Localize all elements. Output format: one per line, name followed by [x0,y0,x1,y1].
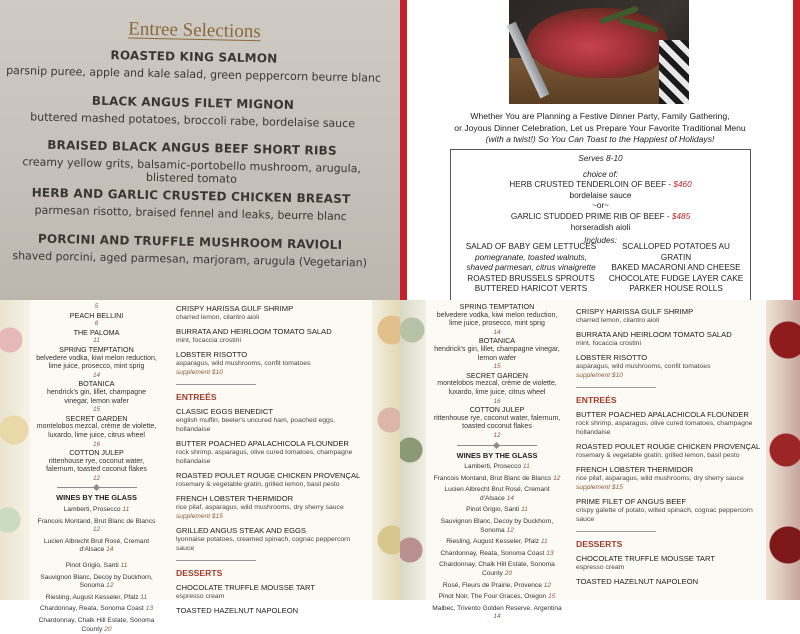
wine-item: Pinot Grigio, Santi 11 [65,562,128,570]
divider [57,487,137,488]
intro-text: Whether You are Planning a Festive Dinner Party, Family Gathering, or Joyous Dinner Celebration, Let us Prepare Your Favorite Traditional Menu (with a twist!) So You Can Toast to the Happiest of Holidays! [454,111,746,144]
menu-item-name: GRILLED ANGUS STEAK AND EGGS [176,526,306,535]
menu-item-name: BUTTER POACHED APALACHICOLA FLOUNDER [576,410,749,419]
cocktail-column: 5 PEACH BELLINI 6 THE PALOMA 11 SPRING TEMPTATION belvedere vodka, kiwi melon reduction, lime juice, prosecco, mint sprig 14 BOTANICA hendrick's gin, lillet, champagne vinegar, lemon wafer 15 SECRET GARDEN montelobos mezcal, crème de violette, luxardo, lime juice, citrus wheel 16 COTTON JULEP rittenhouse rye, coconut water, falernum, toasted coconut flakes 12 WINES BY THE GLASS Lamberti, Prosecco 11 Francois Montand, Brut Blanc de Blancs 12 Lucien Albrecht Brut Rosé, Cremant d'Alsace 14 Pinot Grigio, Santi 11 Sauvignon Blanc, Decoy by Duckhorn, Sonoma 12 Riesling, August Kesseler, Pfalz 11 Chardonnay, Reata, Sonoma Coast 13 Chardonnay, Chalk Hill Estate, Sonoma County 20 [34,300,159,634]
menu-item-name: ROASTED POULET ROUGE CHICKEN PROVENÇAL [576,442,761,451]
floral-border-left [400,300,426,600]
entree-desc: buttered mashed potatoes, broccoli rabe, bordelaise sauce [30,110,356,131]
menu-item-name: BURRATA AND HEIRLOOM TOMATO SALAD [576,330,732,339]
serves-text: Serves 8-10 [578,154,623,163]
entree-name: HERB AND GARLIC CRUSTED CHICKEN BREAST [31,185,351,207]
menu-item-name: ROASTED POULET ROUGE CHICKEN PROVENÇAL [176,471,361,480]
red-border-left [400,0,407,300]
entree-item [0,185,383,224]
floral-border-left [0,300,30,600]
includes-right-column: SCALLOPED POTATOES AU GRATIN BAKED MACARONI AND CHEESE CHOCOLATE FUDGE LAYER CAKE PARKER HOUSE ROLLS [608,242,744,294]
wines-header: WINES BY THE GLASS [456,450,538,460]
divider [576,531,656,532]
prime-rib-photo [509,0,689,104]
entree-title: Entree Selections [128,18,261,43]
wine-item: Chardonnay, Reata, Sonoma Coast 13 [440,549,554,557]
entrees-header: ENTREÉS [176,392,217,402]
entree-item [1,46,386,85]
entree-name: ROASTED KING SALMON [110,48,278,66]
wines-header: WINES BY THE GLASS [56,493,137,503]
wine-item: Lucien Albrecht Brut Rosé, Cremant d'Alsace 14 [43,537,150,554]
drink-name: THE PALOMA [73,327,120,337]
menu-item-name: TOASTED HAZELNUT NAPOLEON [176,606,299,615]
wine-item: Lamberti, Prosecco 11 [63,506,130,514]
drink-name: SECRET GARDEN [65,413,128,423]
wine-item: Lucien Albrecht Brut Rosé, Cremant d'Alsace 14 [444,486,550,502]
drink-name: BOTANICA [478,336,516,346]
entree-name: BRAISED BLACK ANGUS BEEF SHORT RIBS [47,137,337,158]
entree-desc: shaved porcini, aged parmesan, marjoram, arugula (Vegetarian) [12,249,368,270]
option-tenderloin: HERB CRUSTED TENDERLOIN OF BEEF - $460 [509,180,692,190]
menu-item-name: CRISPY HARISSA GULF SHRIMP [176,304,294,313]
entree-name: BLACK ANGUS FILET MIGNON [91,93,295,112]
wine-item: Riesling, August Kesseler, Pfalz 11 [45,593,148,601]
wine-item: Sauvignon Blanc, Decoy by Duckhorn, Sonoma 12 [440,518,554,534]
divider [176,384,256,385]
drink-name: SPRING TEMPTATION [459,302,535,311]
divider [176,560,256,561]
drink-name: COTTON JULEP [469,405,525,415]
wine-item: Chardonnay, Chalk Hill Estate, Sonoma County 20 [38,617,155,633]
option-prime-rib: GARLIC STUDDED PRIME RIB OF BEEF - $485 [510,211,691,221]
entree-item [0,137,384,189]
entree-desc: creamy yellow grits, balsamic-portobello mushroom, arugula, blistered tomato [22,155,362,186]
menu-item-name: FRENCH LOBSTER THERMIDOR [176,494,294,503]
menu-package-box: Serves 8-10 choice of: HERB CRUSTED TENDERLOIN OF BEEF - $460 bordelaise sauce ~or~ GARLIC STUDDED PRIME RIB OF BEEF - $485 horseradish aioli Includes: SALAD OF BABY GEM LETTUCES pomegranate, toasted walnuts, shaved parmesan, citrus vinaigrette ROASTED BRUSSELS SPROUTS BUTTERED HARICOT VERTS SCALLOPED POTATOES AU GRATIN BAKED MACARONI AND CHEESE CHOCOLATE FUDGE LAYER CAKE PARKER HOUSE ROLLS [450,149,751,309]
red-border-right [793,0,800,300]
wine-item: Francois Montand, Brut Blanc de Blancs 12 [37,517,156,534]
drink-name: SPRING TEMPTATION [59,344,134,354]
drink-name: BOTANICA [78,379,115,389]
cocktail-column: SPRING TEMPTATION belvedere vodka, kiwi melon reduction, lime juice, prosecco, mint sprig 14 BOTANICA hendrick's gin, lillet, champagne vinegar, lemon wafer 15 SECRET GARDEN montelobos mezcal, crème de violette, luxardo, lime juice, citrus wheel 16 COTTON JULEP rittenhouse rye, coconut water, falernum, toasted coconut flakes 12 WINES BY THE GLASS Lamberti, Prosecco 11 Francois Montand, Brut Blanc de Blancs 12 Lucien Albrecht Brut Rosé, Cremant d'Alsace 14 Pinot Grigio, Santi 11 Sauvignon Blanc, Decoy by Duckhorn, Sonoma 12 Riesling, August Kesseler, Pfalz 11 Chardonnay, Reata, Sonoma Coast 13 Chardonnay, Chalk Hill Estate, Sonoma County 20 Rosé, Fleurs de Prairie, Provence 12 Pinot Noir, The Four Graces, Oregon 15 Malbec, Trivento Golden Reserve, Argentina 14 [432,302,562,621]
drink-name: PEACH BELLINI [69,310,124,320]
floral-border-right [766,300,800,600]
holiday-dinner-flyer [400,0,800,300]
entree-selections-card [0,0,400,300]
wine-item: Pinot Grigio, Santi 11 [466,506,528,514]
wine-item: Rosé, Fleurs de Prairie, Provence 12 [442,581,552,589]
entree-name: PORCINI AND TRUFFLE MUSHROOM RAVIOLI [37,231,343,252]
divider [576,387,656,388]
roast-beef-image [527,8,667,78]
brunch-menu-dark [400,300,800,621]
entrees-header: ENTREÉS [576,395,617,405]
menu-item-name: CLASSIC EGGS BENEDICT [176,407,274,416]
wine-item: Riesling, August Kesseler, Pfalz 11 [446,538,548,546]
entree-item [1,92,386,131]
includes-label: Includes: [584,236,617,246]
choice-text: choice of: [582,169,619,179]
menu-item-name: CRISPY HARISSA GULF SHRIMP [576,307,694,316]
wine-item: Chardonnay, Reata, Sonoma Coast 13 [39,605,154,613]
menu-item-name: PRIME FILET OF ANGUS BEEF [576,497,686,506]
desserts-header: DESSERTS [576,539,623,549]
entree-card-body [0,0,403,304]
entree-desc: parsnip puree, apple and kale salad, green peppercorn beurre blanc [6,63,382,85]
wine-item: Pinot Noir, The Four Graces, Oregon 15 [438,593,556,601]
floral-border-right [372,300,400,600]
divider [457,445,537,446]
wine-item: Lamberti, Prosecco 11 [464,463,530,471]
menu-item-name: FRENCH LOBSTER THERMIDOR [576,465,694,474]
wine-item: Sauvignon Blanc, Decoy by Duckhorn, Sonoma 12 [40,573,153,590]
wine-item: Malbec, Trivento Golden Reserve, Argentina 14 [432,604,562,621]
drink-name: SECRET GARDEN [466,370,528,380]
entree-item [0,231,382,270]
menu-item-name: CHOCOLATE TRUFFLE MOUSSE TART [576,554,715,563]
entree-desc: parmesan risotto, braised fennel and leaks, beurre blanc [34,203,347,224]
menu-item-name: BURRATA AND HEIRLOOM TOMATO SALAD [176,327,332,336]
desserts-header: DESSERTS [176,568,223,578]
drink-name: COTTON JULEP [69,448,124,458]
menu-item-name: CHOCOLATE TRUFFLE MOUSSE TART [176,583,315,592]
menu-item-name: LOBSTER RISOTTO [176,350,248,359]
includes-left-column: SALAD OF BABY GEM LETTUCES pomegranate, toasted walnuts, shaved parmesan, citrus vinaigrette ROASTED BRUSSELS SPROUTS BUTTERED HARICOT VERTS [465,242,597,294]
menu-item-name: LOBSTER RISOTTO [576,353,648,362]
food-column: CRISPY HARISSA GULF SHRIMP charred lemon, cilantro aioli BURRATA AND HEIRLOOM TOMATO SALAD mint, focaccia crostini LOBSTER RISOTTO asparagus, wild mushrooms, confit tomatoes supplement $10 ENTREÉS CLASSIC EGGS BENEDICT english muffin, beeler's uncured ham, poached eggs, hollandaise BUTTER POACHED APALACHICOLA FLOUNDER rock shrimp, asparagus, olive cured tomatoes, champagne hollandaise ROASTED POULET ROUGE CHICKEN PROVENÇAL rosemary & vegetable gratin, grilled lemon, basil pesto FRENCH LOBSTER THERMIDOR rice pilaf, asparagus, wild mushrooms, dry sherry sauce supplement $15 GRILLED ANGUS STEAK AND EGGS lyonnaise potatoes, creamed spinach, cognac peppercorn sauce DESSERTS CHOCOLATE TRUFFLE MOUSSE TART espresso cream TOASTED HAZELNUT NAPOLEON [176,300,366,615]
menu-item-name: TOASTED HAZELNUT NAPOLEON [576,577,699,586]
menu-item-name: BUTTER POACHED APALACHICOLA FLOUNDER [176,439,349,448]
brunch-menu-light [0,300,400,633]
wine-item: Chardonnay, Chalk Hill Estate, Sonoma County 20 [439,561,555,578]
checkered-cloth-image [659,40,689,104]
wine-item: Francois Montand, Brut Blanc de Blancs 12 [433,474,561,482]
food-column: CRISPY HARISSA GULF SHRIMP charred lemon, cilantro aioli BURRATA AND HEIRLOOM TOMATO SALAD mint, focaccia crostini LOBSTER RISOTTO asparagus, wild mushrooms, confit tomatoes supplement $10 ENTREÉS BUTTER POACHED APALACHICOLA FLOUNDER rock shrimp, asparagus, olive cured tomatoes, champagne hollandaise ROASTED POULET ROUGE CHICKEN PROVENÇAL rosemary & vegetable gratin, grilled lemon, basil pesto FRENCH LOBSTER THERMIDOR rice pilaf, asparagus, wild mushrooms, dry sherry sauce supplement $15 PRIME FILET OF ANGUS BEEF crispy galette of potato, wilted spinach, cognac peppercorn sauce DESSERTS CHOCOLATE TRUFFLE MOUSSE TART espresso cream TOASTED HAZELNUT NAPOLEON [576,300,766,586]
